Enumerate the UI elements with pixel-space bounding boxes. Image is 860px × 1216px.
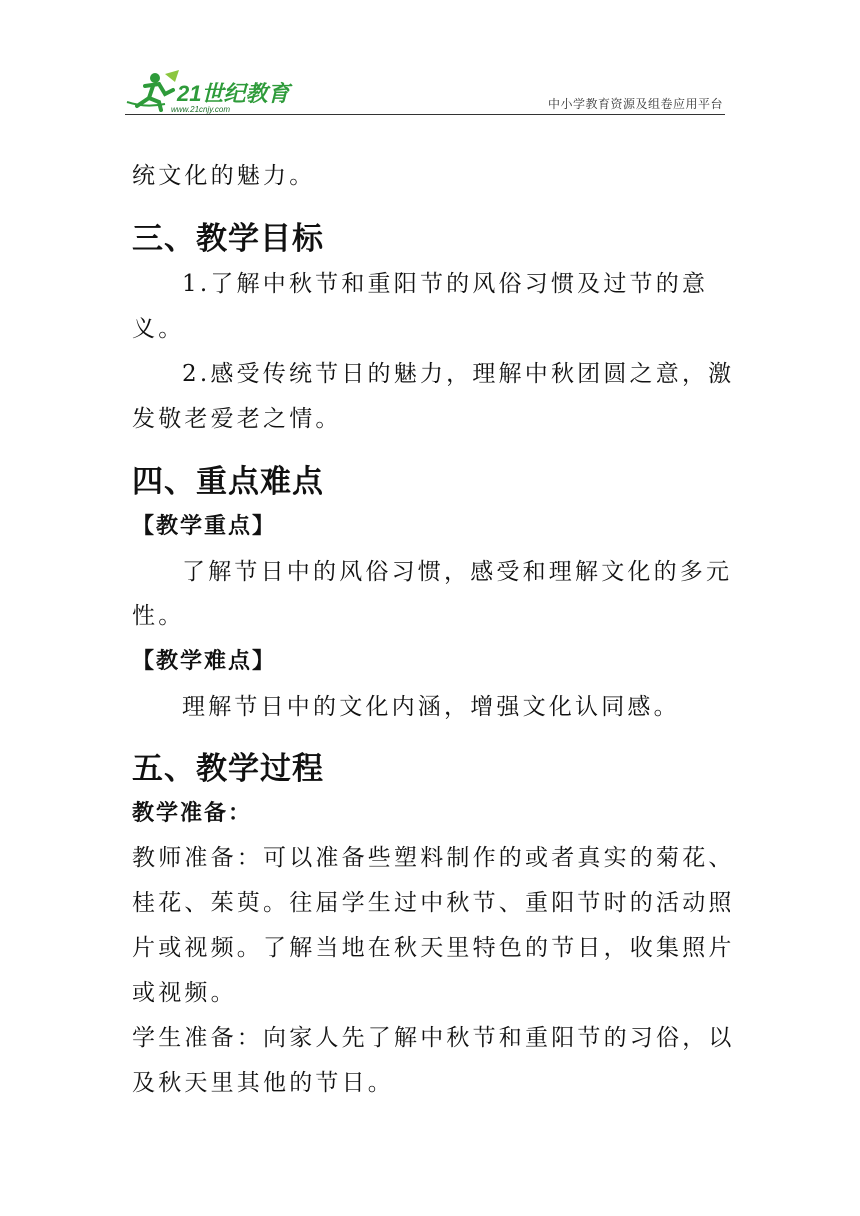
- section-heading-goals: 三、教学目标: [132, 221, 324, 257]
- key-point-label: 【教学重点】: [132, 513, 277, 539]
- section-heading-process: 五、教学过程: [132, 751, 324, 787]
- difficult-point-label: 【教学难点】: [132, 648, 277, 674]
- page-header: [125, 66, 725, 115]
- student-prep-line-1: 学生准备：向家人先了解中秋节和重阳节的习俗，以: [132, 1025, 735, 1051]
- teacher-prep-line-2: 桂花、茱萸。往届学生过中秋节、重阳节时的活动照: [132, 890, 735, 916]
- goal-2-line-2: 发敬老爱老之情。: [132, 406, 342, 432]
- difficult-point-line: 理解节日中的文化内涵，增强文化认同感。: [182, 694, 680, 720]
- logo-url: www.21cnjy.com: [171, 105, 230, 114]
- goal-2-line-1: 2.感受传统节日的魅力，理解中秋团圆之意，激: [182, 361, 735, 387]
- section-heading-keypoints: 四、重点难点: [132, 464, 324, 500]
- preparation-label: 教学准备：: [132, 800, 253, 826]
- student-prep-line-2: 及秋天里其他的节日。: [132, 1070, 394, 1096]
- teacher-prep-line-1: 教师准备：可以准备些塑料制作的或者真实的菊花、: [132, 845, 735, 871]
- goal-1-line-2: 义。: [132, 316, 185, 342]
- running-man-logo-icon: [125, 68, 295, 114]
- teacher-prep-line-3: 片或视频。了解当地在秋天里特色的节日，收集照片: [132, 935, 735, 961]
- goal-1-line-1: 1.了解中秋节和重阳节的风俗习惯及过节的意: [182, 271, 709, 297]
- key-point-line-1: 了解节日中的风俗习惯，感受和理解文化的多元: [182, 559, 733, 585]
- teacher-prep-line-4: 或视频。: [132, 980, 237, 1006]
- logo-text: 21世纪教育: [177, 81, 290, 106]
- site-logo[interactable]: [125, 68, 295, 114]
- paragraph-line: 统文化的魅力。: [132, 163, 316, 189]
- key-point-line-2: 性。: [132, 603, 185, 629]
- platform-label: 中小学教育资源及组卷应用平台: [547, 97, 723, 111]
